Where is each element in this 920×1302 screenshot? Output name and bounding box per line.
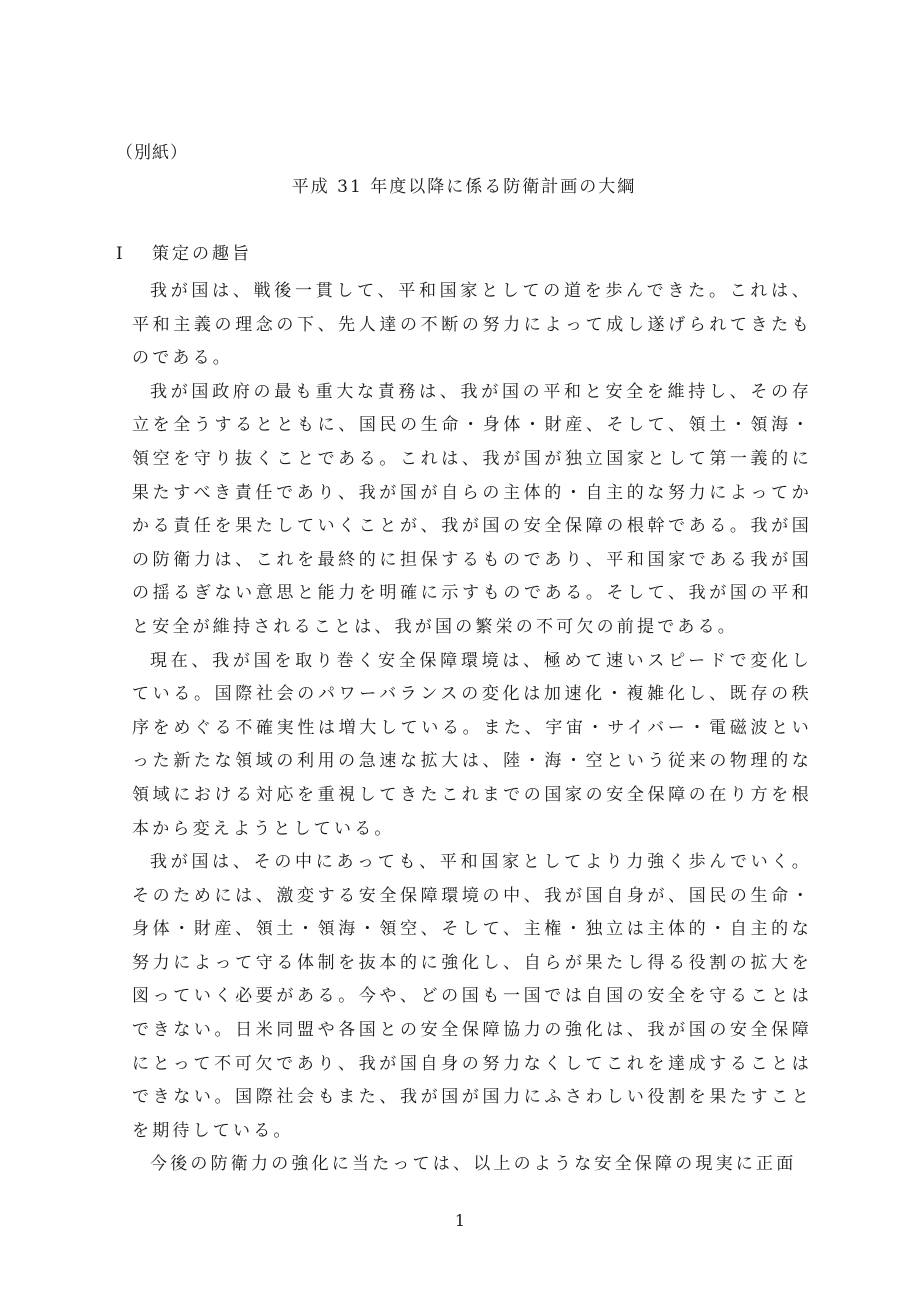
- section-number: Ⅰ: [116, 244, 123, 264]
- paragraph: 我が国政府の最も重大な責務は、我が国の平和と安全を維持し、その存立を全うするとともに、国民の生命・身体・財産、そして、領土・領海・領空を守り抜くことである。これは、我が国が独立国家として第一義的に果たすべき責任であり、我が国が自らの主体的・自主的な努力によってかかる責任を果たしていくことが、我が国の安全保障の根幹である。我が国の防衛力は、これを最終的に担保するものであり、平和国家である我が国の揺るぎない意思と能力を明確に示すものである。そして、我が国の平和と安全が維持されることは、我が国の繁栄の不可欠の前提である。: [132, 381, 812, 637]
- section-heading: [116, 241, 252, 267]
- attachment-label: （別紙）: [116, 143, 188, 163]
- document-title: 平成 31 年度以降に係る防衛計画の大綱: [291, 177, 637, 197]
- paragraph: 我が国は、その中にあっても、平和国家としてより力強く歩んでいく。そのためには、激変する安全保障環境の中、我が国自身が、国民の生命・身体・財産、領土・領海・領空、そして、主権・独立は主体的・自主的な努力によって守る体制を抜本的に強化し、自らが果たし得る役割の拡大を図っていく必要がある。今や、どの国も一国では自国の安全を守ることはできない。日米同盟や各国との安全保障協力の強化は、我が国の安全保障にとって不可欠であり、我が国自身の努力なくしてこれを達成することはできない。国際社会もまた、我が国が国力にふさわしい役割を果たすことを期待している。: [132, 852, 812, 1141]
- paragraph: 今後の防衛力の強化に当たっては、以上のような安全保障の現実に正面: [150, 1154, 797, 1175]
- page-number: 1: [454, 1211, 466, 1230]
- paragraph: 現在、我が国を取り巻く安全保障環境は、極めて速いスピードで変化している。国際社会のパワーバランスの変化は加速化・複雑化し、既存の秩序をめぐる不確実性は増大している。また、宇宙・サイバー・電磁波といった新たな領域の利用の急速な拡大は、陸・海・空という従来の物理的な領域における対応を重視してきたこれまでの国家の安全保障の在り方を根本から変えようとしている。: [132, 650, 812, 839]
- body-text: [132, 275, 812, 1182]
- paragraph: 我が国は、戦後一貫して、平和国家としての道を歩んできた。これは、平和主義の理念の下、先人達の不断の努力によって成し遂げられてきたものである。: [132, 281, 812, 369]
- section-heading-label: 策定の趣旨: [152, 244, 252, 264]
